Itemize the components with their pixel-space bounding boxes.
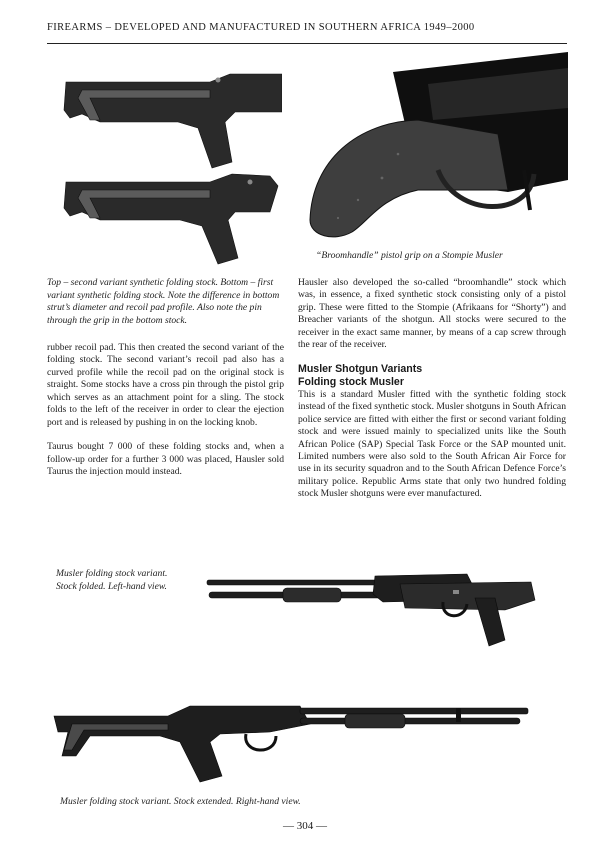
folding-stocks-caption: Top – second variant synthetic folding stock. Bottom – first variant synthetic folding stock. Note the difference in bottom strut’s diameter and recoil pad profile. Also note the pin through the grip in the bottom stock.: [47, 277, 280, 326]
extended-caption: Musler folding stock variant. Stock extended. Right-hand view.: [60, 796, 301, 807]
folded-caption: Musler folding stock variant. Stock folded. Left-hand view.: [56, 568, 168, 592]
section-heading: Musler Shotgun Variants: [298, 362, 423, 375]
right-paragraph-2: This is a standard Musler fitted with the synthetic folding stock instead of the fixed synthetic stock. Musler shotguns in South African police service are fitted with either the first or second variant folding stock and were issued mainly to specialized units like the South African Police (SAP) Special Task Force or the SAP mounted unit. Limited numbers were also sold to the South African Air Force for use in its security squadron and to the South African Defence Force’s military police. Republic Arms state that only two hundred folding stock Musler shotguns were ever manufactured.: [298, 388, 566, 500]
broomhandle-caption: “Broomhandle” pistol grip on a Stompie Musler: [316, 250, 503, 261]
musler-extended-photo: [50, 690, 530, 786]
left-paragraph-1: rubber recoil pad. This then created the second variant of the folding stock. The second variant’s recoil pad also has a curved profile while the recoil pad on the original stock is straight. Some stocks have a cross pin through the pistol grip which serves as an attachment point for a sling. The stock folds to the left of the receiver in order to clear the ejection port and is released by pushing in on the locking knob.: [47, 342, 284, 428]
page-number: — 304 —: [283, 820, 327, 832]
musler-folded-photo: [205, 568, 545, 660]
subsection-heading: Folding stock Musler: [298, 375, 404, 388]
header-rule: [47, 43, 567, 44]
broomhandle-grip-photo: [298, 50, 568, 242]
left-paragraph-2: Taurus bought 7 000 of these folding stocks and, when a follow-up order for a further 3 000 was placed, Hausler sold Taurus the injection mould instead.: [47, 441, 284, 478]
folding-stocks-photo: [60, 70, 282, 266]
right-paragraph-1: Hausler also developed the so-called “broomhandle” stock which was, in essence, a fixed synthetic stock consisting only of a pistol grip. These were fitted to the Stompie (Afrikaans for “Shorty”) and Breacher variants of the shotgun. All stocks were secured to the receiver in the exact same manner, by means of a cap screw through the rear of the receiver.: [298, 277, 566, 351]
right-column: [298, 277, 566, 501]
left-column: [47, 342, 284, 479]
running-header: FIREARMS – DEVELOPED AND MANUFACTURED IN SOUTHERN AFRICA 1949–2000: [47, 22, 475, 33]
